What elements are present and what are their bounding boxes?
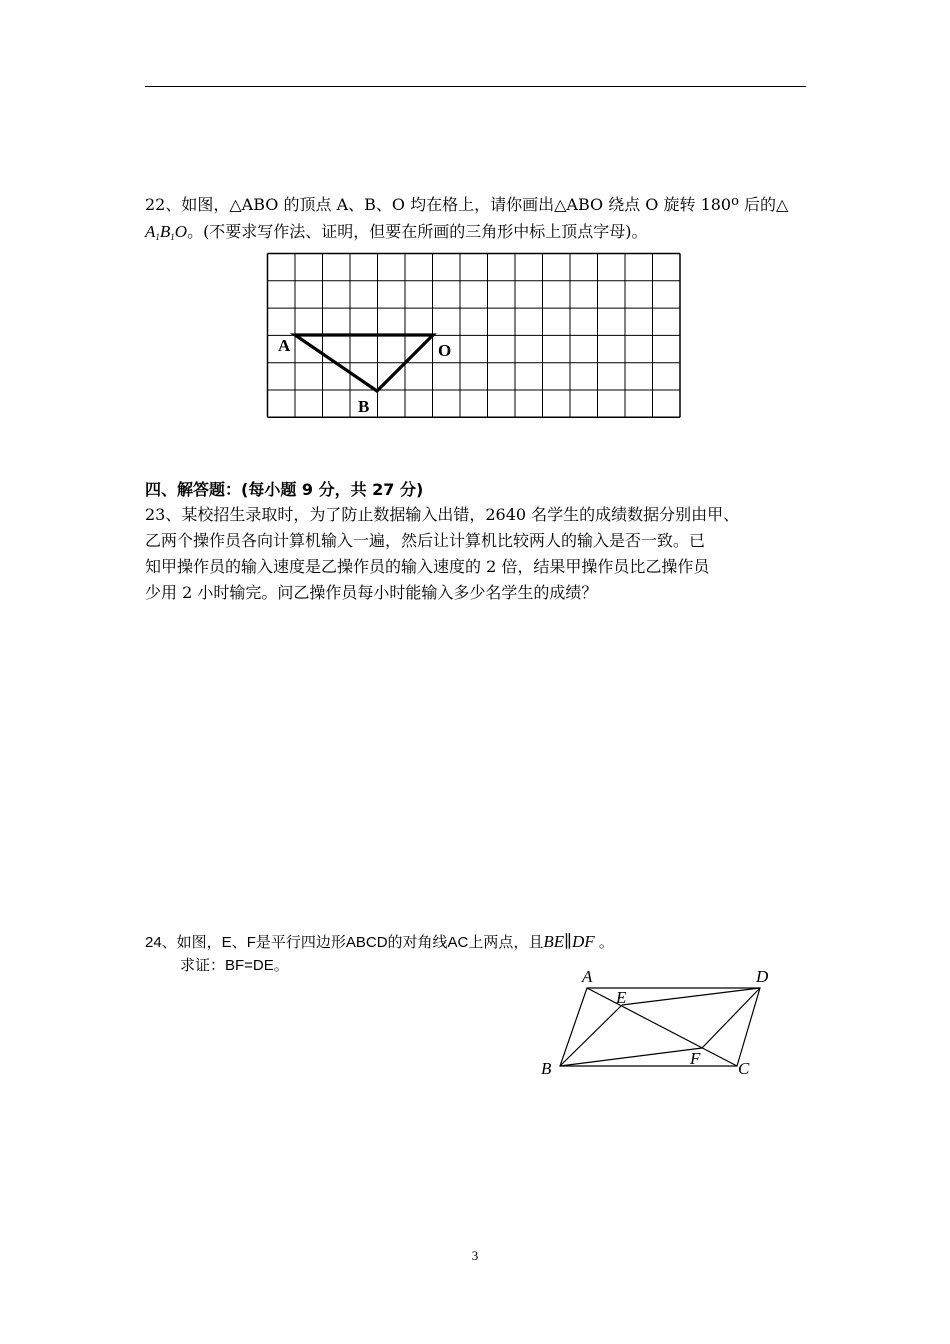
parallelogram-svg <box>530 960 800 1090</box>
point-label-E: E <box>616 988 627 1007</box>
q24-line-2: 求证：BF=DE。 <box>180 957 289 974</box>
segment-BE <box>560 1005 622 1066</box>
q23-line-1: 23、某校招生录取时，为了防止数据输入出错，2640 名学生的成绩数据分别由甲、 <box>145 505 740 524</box>
point-label-A: A <box>582 967 593 986</box>
vertex-label-A: A <box>278 336 291 355</box>
vertex-label-O: O <box>438 341 452 360</box>
q22-text: 22、如图，△ABO 的顶点 A、B、O 均在格上，请你画出△ABO 绕点 O 旋转 180 <box>145 195 732 214</box>
point-label-B: B <box>541 1059 552 1078</box>
header-rule <box>145 86 806 87</box>
q23-line-2: 乙两个操作员各向计算机输入一遍，然后让计算机比较两人的输入是否一致。已 <box>145 531 706 550</box>
q24-text-tail: 。 <box>594 934 614 951</box>
vertex-label-B: B <box>358 397 370 416</box>
point-label-D: D <box>756 967 769 986</box>
grid-svg <box>260 248 690 423</box>
q24-parallel: BE∥DF <box>543 932 595 951</box>
q24-line-1 <box>145 932 614 953</box>
q22-triangle-name: $A_1B_1O$ <box>145 222 188 242</box>
q23-line-3: 知甲操作员的输入速度是乙操作员的输入速度的 2 倍，结果甲操作员比乙操作员 <box>145 557 710 576</box>
segment-BF <box>560 1048 702 1066</box>
parallelogram-ABCD <box>560 988 760 1066</box>
q24-parallelogram-figure <box>530 960 800 1094</box>
page-number: 3 <box>471 1248 479 1263</box>
q23-line-4: 少用 2 小时输完。问乙操作员每小时能输入多少名学生的成绩？ <box>145 583 598 602</box>
segment-DE <box>622 988 760 1005</box>
q22-text-tail: 后的△ <box>738 195 789 214</box>
q24-text: 24、如图，E、F是平行四边形ABCD的对角线AC上两点，且 <box>145 934 544 951</box>
point-label-C: C <box>738 1059 750 1078</box>
q22-line-2 <box>145 222 648 247</box>
q22-instruction: 。(不要求写作法、证明，但要在所画的三角形中标上顶点字母)。 <box>187 222 648 241</box>
point-label-F: F <box>690 1049 701 1068</box>
q22-grid-figure <box>260 248 690 427</box>
q22-line-1 <box>145 192 788 215</box>
section-title: 四、解答题：(每小题 9 分，共 27 分) <box>145 480 424 499</box>
degree-mark: o <box>731 194 739 209</box>
